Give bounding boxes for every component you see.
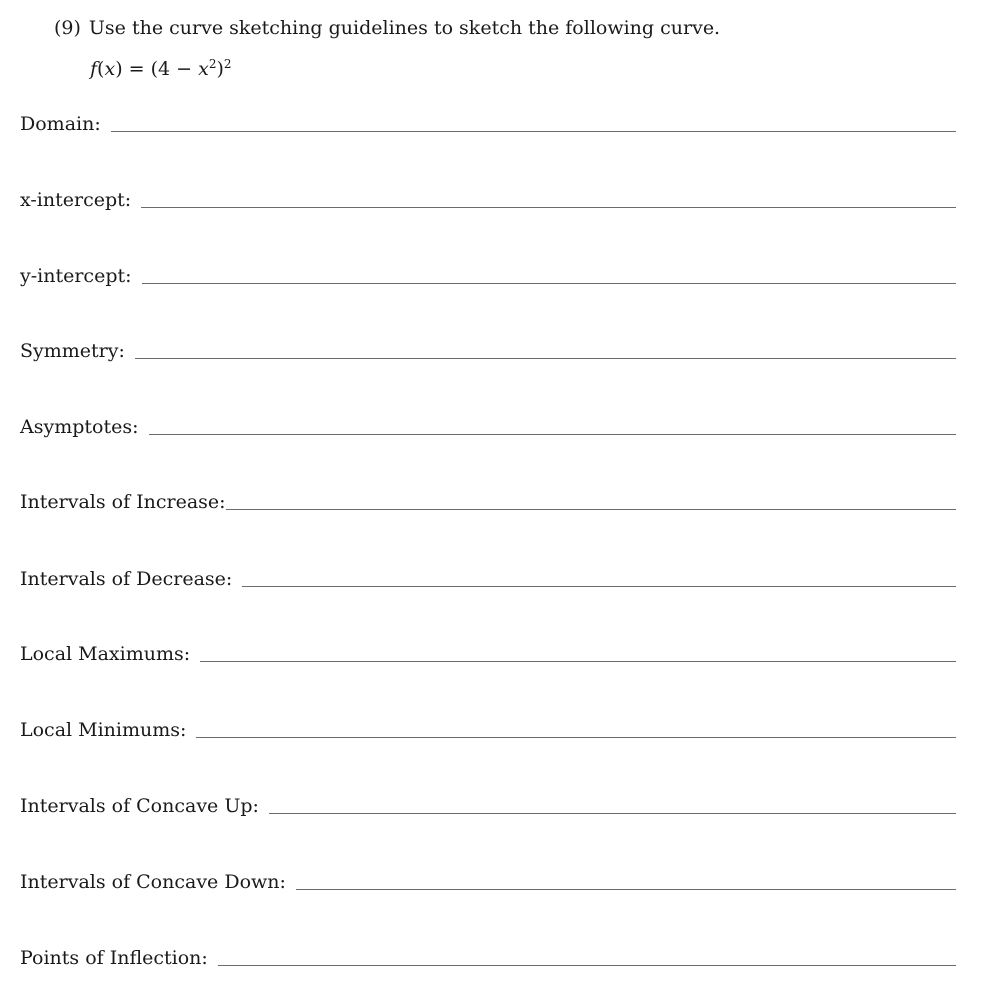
- answer-line[interactable]: [142, 282, 956, 284]
- answer-line[interactable]: [135, 357, 956, 359]
- field-symmetry: [20, 339, 956, 363]
- field-label: Local Maximums:: [20, 643, 191, 665]
- field-domain: [20, 112, 956, 136]
- answer-line[interactable]: [196, 736, 956, 738]
- equals-sign: =: [128, 58, 145, 80]
- answer-line[interactable]: [226, 508, 956, 510]
- answer-line[interactable]: [269, 812, 956, 814]
- field-y-intercept: [20, 264, 956, 288]
- field-intervals-decrease: [20, 567, 956, 591]
- answer-line[interactable]: [141, 206, 956, 208]
- field-label: Intervals of Increase:: [20, 491, 226, 513]
- field-label: Symmetry:: [20, 340, 125, 362]
- field-local-minimums: [20, 718, 956, 742]
- field-label: Local Minimums:: [20, 719, 187, 741]
- function-formula: $f(x) = (4 - x^2)^2$: [90, 57, 232, 80]
- field-label: Intervals of Decrease:: [20, 568, 233, 590]
- close-paren: ): [216, 58, 224, 80]
- function-base: (4 −: [150, 58, 199, 80]
- field-concave-down: [20, 870, 956, 894]
- outer-exponent: 2: [223, 57, 232, 71]
- answer-line[interactable]: [111, 130, 956, 132]
- answer-line[interactable]: [242, 585, 956, 587]
- field-concave-up: [20, 794, 956, 818]
- function-variable: x: [104, 58, 116, 80]
- problem-statement: [54, 16, 720, 40]
- field-x-intercept: [20, 188, 956, 212]
- field-label: Asymptotes:: [20, 416, 139, 438]
- field-asymptotes: [20, 415, 956, 439]
- field-intervals-increase: [20, 490, 956, 514]
- field-label: y-intercept:: [20, 265, 132, 287]
- field-label: Intervals of Concave Down:: [20, 871, 286, 893]
- answer-line[interactable]: [200, 660, 956, 662]
- problem-number: (9): [54, 17, 81, 39]
- field-label: Intervals of Concave Up:: [20, 795, 259, 817]
- field-label: x-intercept:: [20, 189, 132, 211]
- inner-exponent: 2: [208, 57, 217, 71]
- answer-line[interactable]: [296, 888, 956, 890]
- answer-line[interactable]: [149, 433, 957, 435]
- field-points-inflection: [20, 946, 956, 970]
- problem-instruction: Use the curve sketching guidelines to sketch the following curve.: [88, 17, 721, 39]
- answer-line[interactable]: [218, 964, 956, 966]
- field-label: Domain:: [20, 113, 101, 135]
- field-local-maximums: [20, 642, 956, 666]
- field-label: Points of Inflection:: [20, 947, 208, 969]
- function-name: f: [90, 58, 98, 80]
- function-inner-variable: x: [198, 58, 209, 80]
